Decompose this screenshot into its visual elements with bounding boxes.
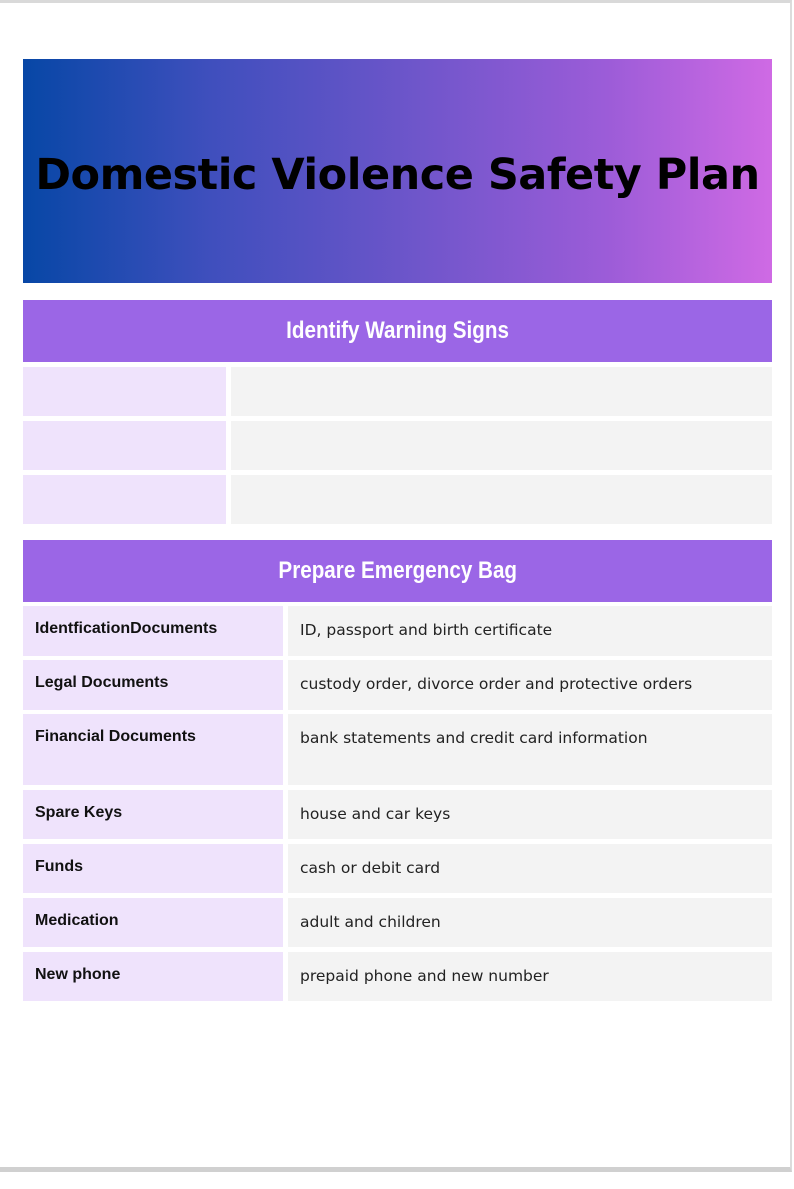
emergency-bag-value-cell [288, 844, 772, 893]
item-value: custody order, divorce order and protective orders [300, 675, 693, 693]
emergency-bag-value-cell [288, 790, 772, 839]
warning-sign-value-cell[interactable] [231, 367, 772, 416]
warning-sign-label-cell[interactable] [23, 421, 226, 470]
emergency-bag-label-cell [23, 790, 283, 839]
emergency-bag-value-cell [288, 660, 772, 710]
emergency-bag-value-cell [288, 952, 772, 1001]
item-value: cash or debit card [300, 859, 441, 877]
item-label: IdentficationDocuments [35, 620, 218, 637]
emergency-bag-value-cell [288, 714, 772, 785]
emergency-bag-row-new-phone [23, 952, 772, 1001]
item-value: ID, passport and birth certificate [300, 621, 553, 639]
warning-sign-row-3 [23, 475, 772, 524]
emergency-bag-row-financial [23, 714, 772, 785]
emergency-bag-header-text: Prepare Emergency Bag [278, 557, 517, 584]
warning-signs-header-text: Identify Warning Signs [286, 317, 509, 344]
emergency-bag-row-medication [23, 898, 772, 947]
emergency-bag-row-identification [23, 606, 772, 656]
item-value: house and car keys [300, 805, 451, 823]
item-label: New phone [35, 966, 121, 983]
emergency-bag-label-cell [23, 844, 283, 893]
emergency-bag-label-cell [23, 898, 283, 947]
emergency-bag-row-legal [23, 660, 772, 710]
emergency-bag-label-cell [23, 606, 283, 656]
emergency-bag-header [23, 540, 772, 602]
page-title: Domestic Violence Safety Plan [35, 150, 760, 200]
emergency-bag-row-funds [23, 844, 772, 893]
item-label: Financial Documents [35, 728, 196, 745]
item-label: Spare Keys [35, 804, 123, 821]
warning-sign-row-2 [23, 421, 772, 470]
emergency-bag-label-cell [23, 660, 283, 710]
warning-sign-label-cell[interactable] [23, 475, 226, 524]
item-label: Funds [35, 858, 83, 875]
emergency-bag-label-cell [23, 714, 283, 785]
warning-sign-row-1 [23, 367, 772, 416]
item-value: prepaid phone and new number [300, 967, 549, 985]
emergency-bag-value-cell [288, 898, 772, 947]
item-label: Legal Documents [35, 674, 169, 691]
warning-sign-label-cell[interactable] [23, 367, 226, 416]
item-label: Medication [35, 912, 119, 929]
item-value: bank statements and credit card information [300, 729, 648, 747]
emergency-bag-label-cell [23, 952, 283, 1001]
warning-sign-value-cell[interactable] [231, 475, 772, 524]
warning-signs-header [23, 300, 772, 362]
title-banner [23, 59, 772, 283]
warning-sign-value-cell[interactable] [231, 421, 772, 470]
item-value: adult and children [300, 913, 441, 931]
emergency-bag-row-spare-keys [23, 790, 772, 839]
emergency-bag-value-cell [288, 606, 772, 656]
